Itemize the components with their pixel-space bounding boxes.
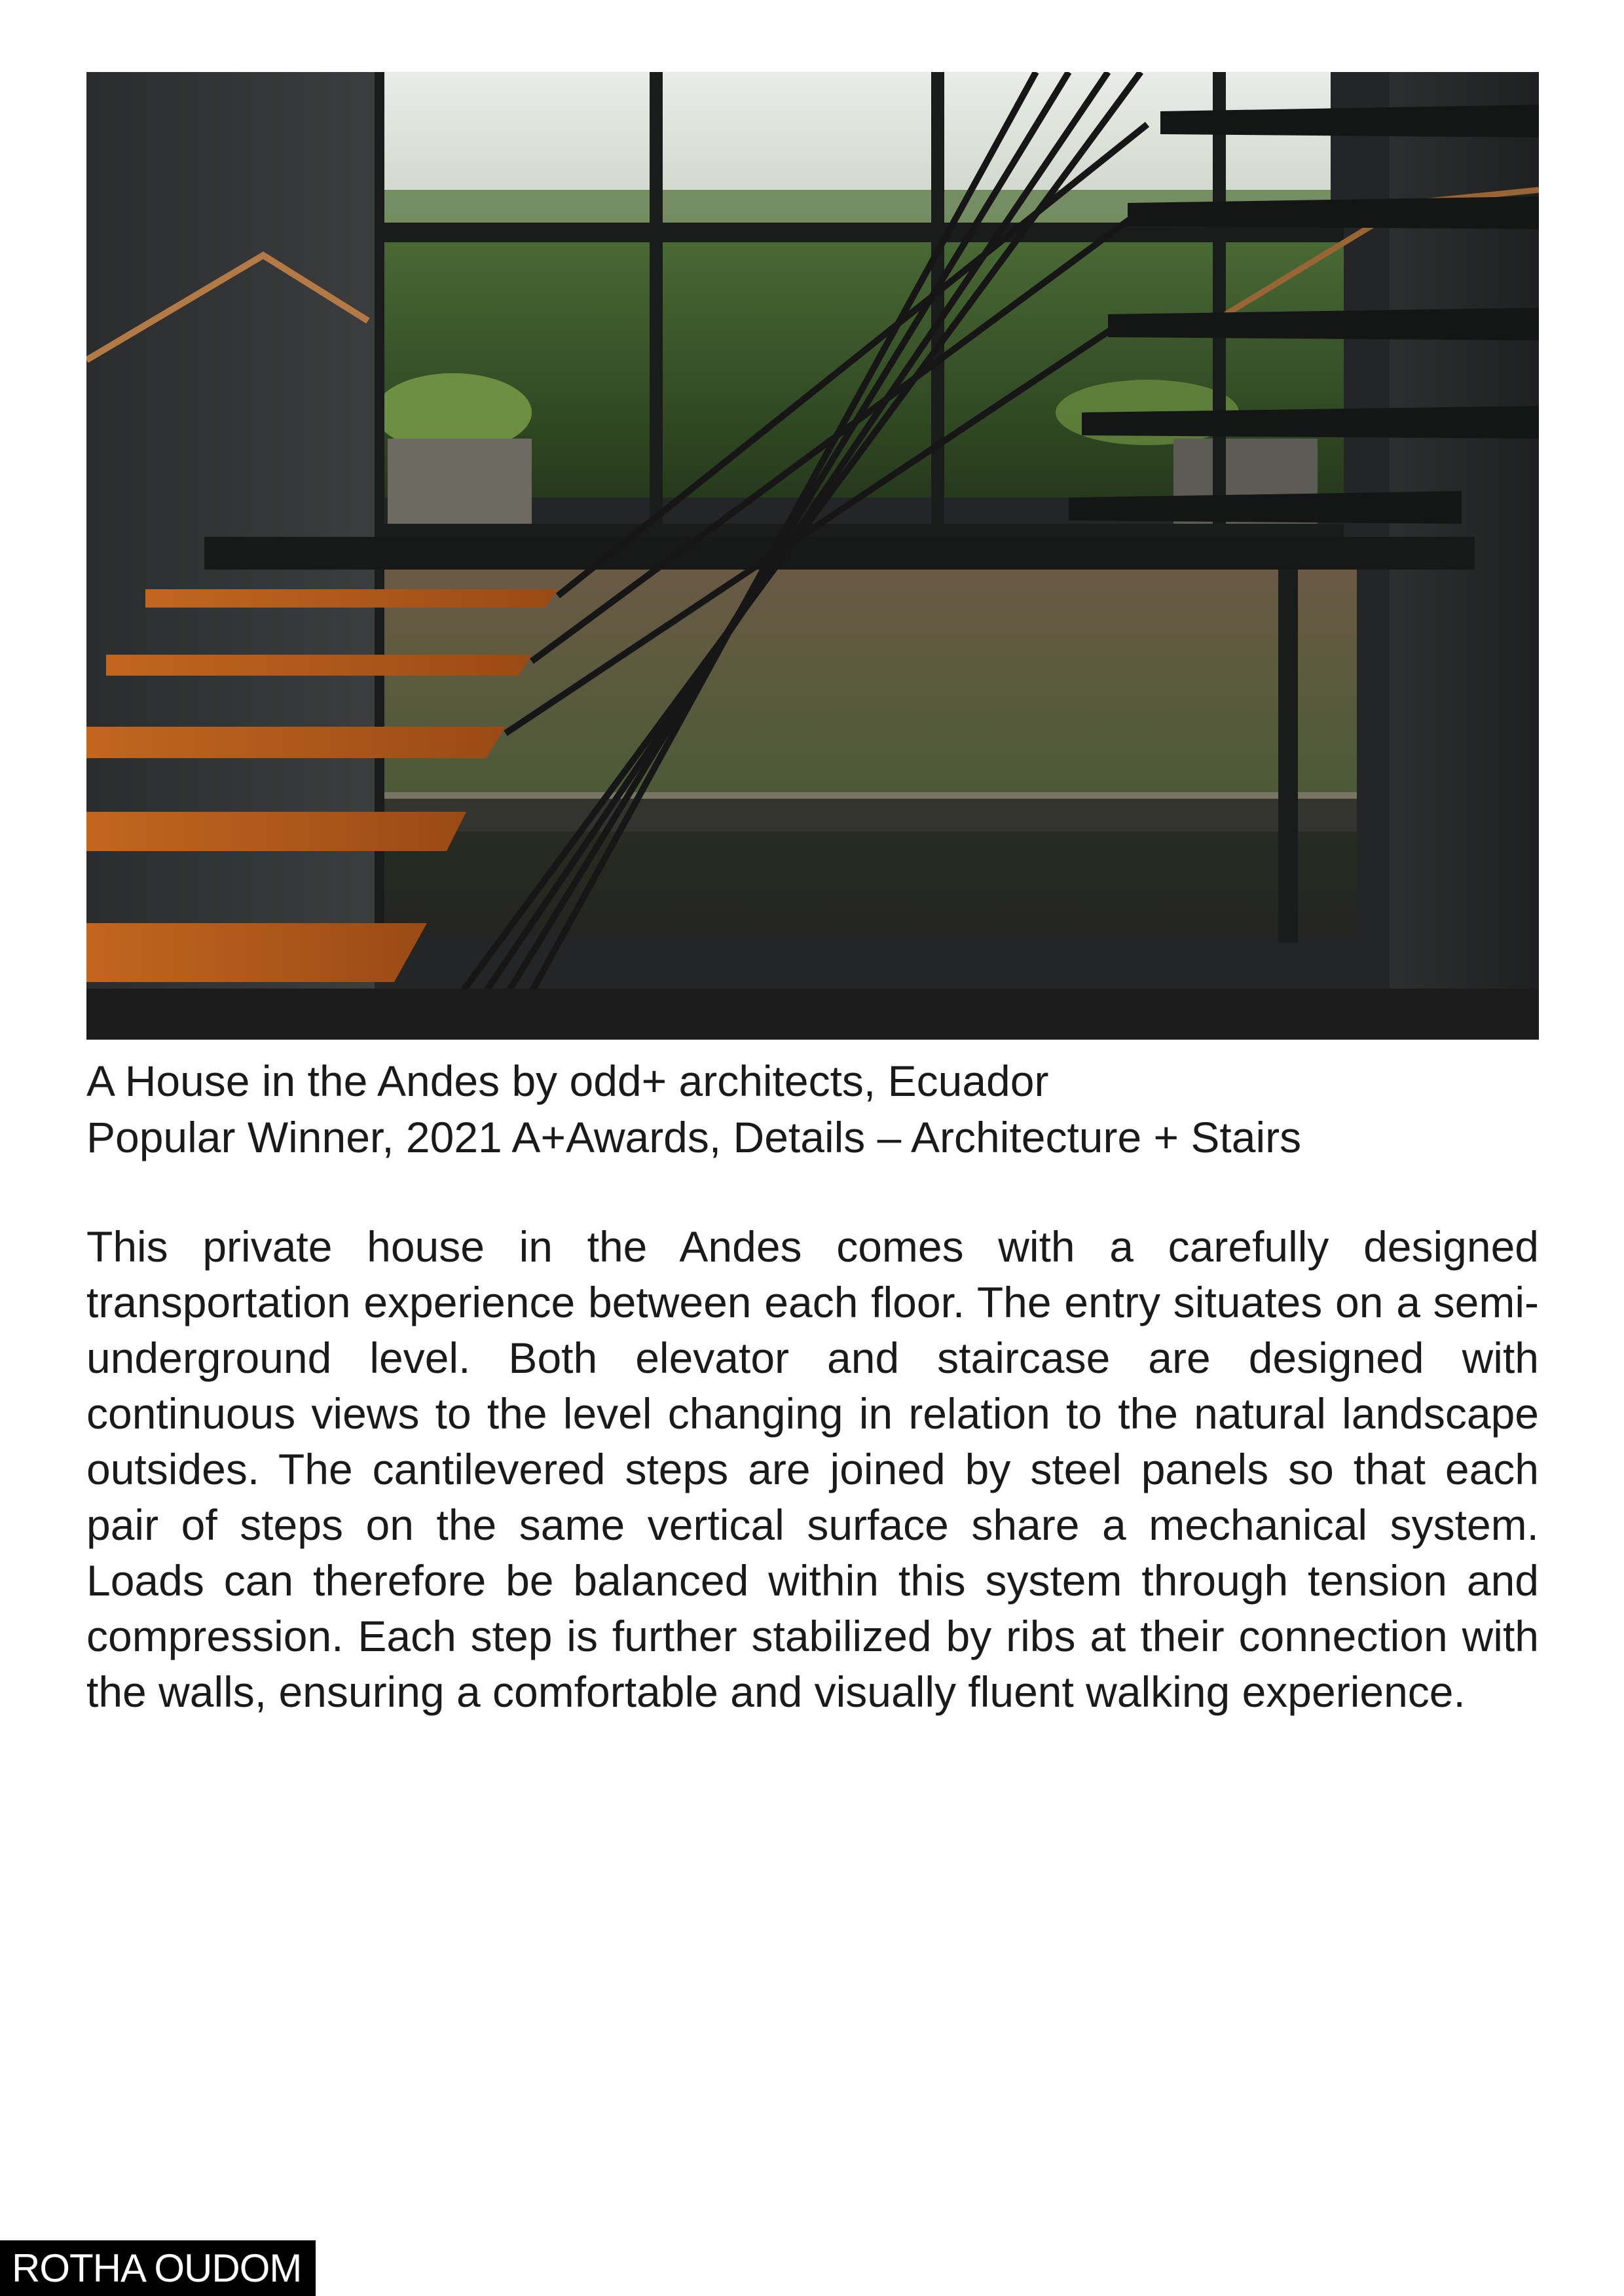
staircase-illustration (86, 72, 1539, 1040)
gabion-base (322, 799, 1357, 936)
caption-award: Popular Winner, 2021 A+Awards, Details – Architecture + Stairs (86, 1113, 1302, 1161)
author-tag: ROTHA OUDOM (0, 2240, 316, 2296)
landing-slab (204, 537, 1475, 570)
caption-title: A House in the Andes by odd+ architects, Ecuador (86, 1057, 1049, 1105)
floor (86, 989, 1539, 1040)
staircase-photo (86, 72, 1539, 1040)
description-paragraph: This private house in the Andes comes with a carefully designed transportation experience between each floor. The entry situates on a semi-underground level. Both elevator and staircase are designed with continuous views to the level changing in relation to the natural landscape outsides. The cantilevered steps are joined by steel panels so that each pair of steps on the same vertical surface share a mechanical system. Loads can therefore be balanced within this system through tension and compression. Each step is further stabilized by ribs at their connection with the walls, ensuring a comfortable and visually fluent walking experience. (86, 1222, 1539, 1716)
photo-caption (86, 1053, 1539, 1165)
gabion-left (388, 439, 532, 537)
